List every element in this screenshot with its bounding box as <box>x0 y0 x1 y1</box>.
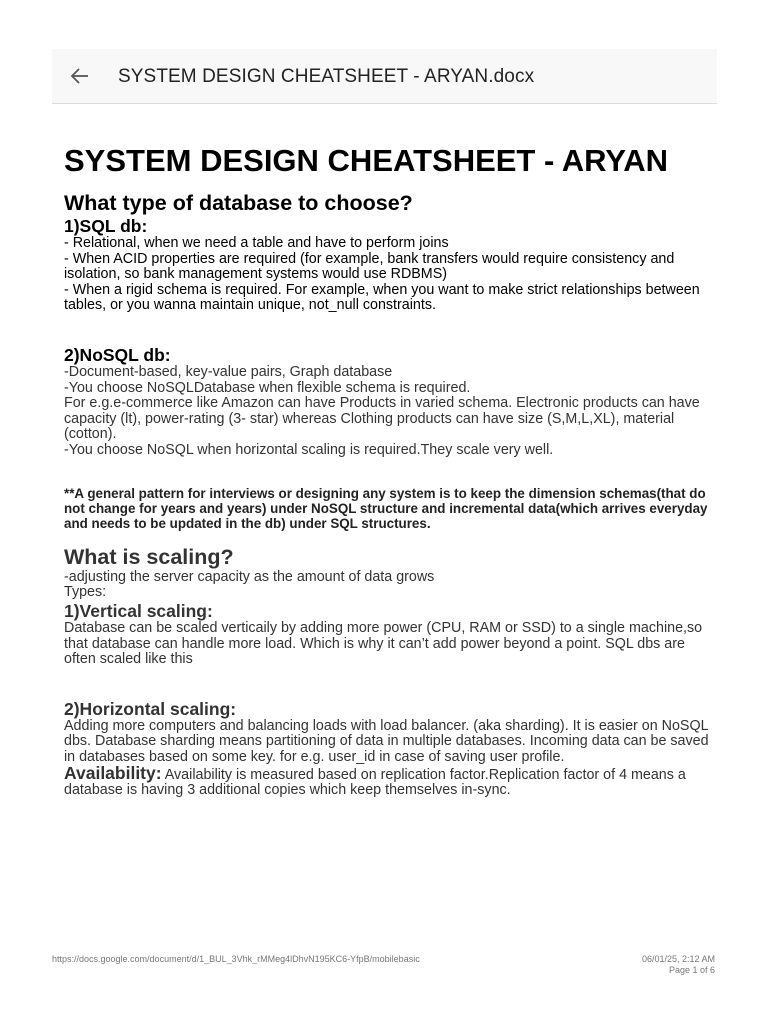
horizontal-scaling-heading: 2)Horizontal scaling: <box>64 698 237 719</box>
sql-line: - Relational, when we need a table and have to perform joins <box>64 235 449 251</box>
footer-page-number: Page 1 of 6 <box>668 965 715 975</box>
footer-meta <box>642 954 715 976</box>
document-header-bar <box>52 49 717 104</box>
sql-line: - When ACID properties are required (for example, bank transfers would require consistency and isolation, so bank management systems would use RDBMS) <box>64 250 675 283</box>
availability-label: Availability: <box>64 762 162 783</box>
document-body <box>64 143 714 799</box>
nosql-line: For e.g.e-commerce like Amazon can have Products in varied schema. Electronic products can have capacity (lt), power-rating (3- star) whereas Clothing products can have size (S,M,L,XL), material (cotton). <box>64 395 700 443</box>
availability-text: Availability is measured based on replication factor.Replication factor of 4 means a database is having 3 additional copies which keep themselves in-sync. <box>64 766 686 799</box>
nosql-heading: 2)NoSQL db: <box>64 344 171 365</box>
sql-line: - When a rigid schema is required. For example, when you want to make strict relationships between tables, or you wanna maintain unique, not_null constraints. <box>64 281 700 314</box>
arrow-left-icon <box>70 67 90 85</box>
document-title: SYSTEM DESIGN CHEATSHEET - ARYAN <box>64 143 669 178</box>
scaling-intro: -adjusting the server capacity as the amount of data grows <box>64 568 435 585</box>
availability-paragraph <box>64 762 714 799</box>
document-name: SYSTEM DESIGN CHEATSHEET - ARYAN.docx <box>118 66 535 87</box>
nosql-line: -Document-based, key-value pairs, Graph database <box>64 363 393 380</box>
section-heading-scaling: What is scaling? <box>64 544 234 569</box>
footer-timestamp: 06/01/25, 2:12 AM <box>641 954 715 964</box>
horizontal-scaling-text: Adding more computers and balancing loads with load balancer. (aka sharding). It is easier on NoSQL dbs. Database sharding means partitioning of data in multiple databases. Incoming data can be saved in databases based on some key. for e.g. user_id in case of saving user profile. <box>64 717 709 765</box>
footer-url: https://docs.google.com/document/d/1_BUL_3Vhk_rMMeg4lDhvN195KC6-YfpB/mobilebasic <box>52 954 420 964</box>
back-button[interactable] <box>66 63 94 89</box>
section-heading-database: What type of database to choose? <box>64 191 413 215</box>
vertical-scaling-text: Database can be scaled verticaily by adding more power (CPU, RAM or SSD) to a single machine,so that database can handle more load. Which is why it can’t add power beyond a point. SQL dbs are often scaled like this <box>64 619 703 668</box>
scaling-types-label: Types: <box>64 584 107 601</box>
vertical-scaling-heading: 1)Vertical scaling: <box>64 600 213 621</box>
sql-heading: 1)SQL db: <box>64 216 148 236</box>
pattern-note: **A general pattern for interviews or designing any system is to keep the dimension schemas(that do not change for years and years) under NoSQL structure and incremental data(which arrives everyday and needs to be updated in the db) under SQL structures. <box>64 485 708 532</box>
nosql-line: -You choose NoSQL when horizontal scaling is required.They scale very well. <box>64 441 554 458</box>
nosql-line: -You choose NoSQLDatabase when flexible schema is required. <box>64 379 471 396</box>
